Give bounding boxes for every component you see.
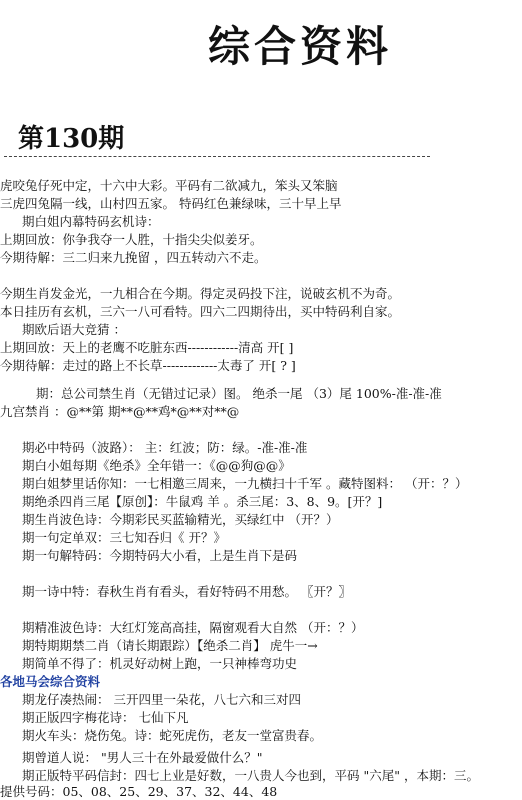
text-line: 提供号码：05、08、25、29、37、32、44、48 xyxy=(0,784,278,799)
text-line: 上期回放：你争我夺一人胜，十指尖尖似姜牙。 xyxy=(0,232,263,247)
text-line: 期简单不得了：机灵好动树上跑，一只神棒弯功史 xyxy=(22,656,298,671)
issue-number: 第130期 xyxy=(18,124,125,154)
text-line: 今期待解：走过的路上不长草-------------太毒了 开[ ? ] xyxy=(0,358,296,373)
text-line: 期正版特平码信封：四七上业是好数，一八贵人今也到，平码 "六尾" ，本期：三。 xyxy=(22,768,479,783)
text-line: 期一句定单双：三七知吞归《 开？》 xyxy=(22,530,226,545)
text-line: 期白小姐每期《绝杀》全年错一：《@@狗@@》 xyxy=(22,458,291,473)
text-line: 期曾道人说： "男人三十在外最爱做什么？" xyxy=(22,750,263,765)
section-heading: 各地马会综合资料 xyxy=(0,674,101,689)
text-line: 上期回放：天上的老鹰不吃脏东西------------清高 开[ ] xyxy=(0,340,294,355)
text-line: 期火车头：烧伤兔。诗：蛇死虎伤，老友一堂富贵春。 xyxy=(22,728,323,743)
text-line: 期绝杀四肖三尾【原创】：牛鼠鸡 羊 。杀三尾：3、8、9。[开？] xyxy=(22,494,383,509)
text-line: 期必中特码（波路）： 主：红波；防：绿。-准-准-准 xyxy=(22,440,308,455)
text-line: 九宫禁肖 ：@**第 期**@**鸡*@**对**@ xyxy=(0,404,240,419)
text-line: 今期待解：三二归来九挽留 ，四五转动六不走。 xyxy=(0,250,267,265)
text-line: 期欧后语大竞猜 ： xyxy=(22,322,126,337)
text-line: 虎咬兔仔死中定，十六中大彩。平码有二欲减九，笨头又笨脑 xyxy=(0,178,338,193)
text-line: 期一句解特码：今期特码大小看，上是生肖下是码 xyxy=(22,548,298,563)
page-title: 综合资料 xyxy=(208,22,393,71)
text-line: 期一诗中特：春秋生肖有看头，看好特码不用愁。 〖开？〗 xyxy=(22,584,351,599)
text-line: 期精准波色诗：大红灯笼高高挂，隔窗观看大自然 （开：？） xyxy=(22,620,364,635)
text-line: 期龙仔凑热闹： 三开四里一朵花，八七六和三对四 xyxy=(22,692,301,707)
text-line: 期白姐内幕特码玄机诗： xyxy=(22,214,160,229)
text-line: 期白姐梦里话你知：一七相邀三周来，一九横扫十千军 。藏特图料： （开：？） xyxy=(22,476,468,491)
text-line: 今期生肖发金光，一九相合在今期。得定灵码投下注，说破玄机不为奇。 xyxy=(0,286,401,301)
text-line: 本日挂历有玄机，三六一八可看特。四六二四期待出，买中特码利自家。 xyxy=(0,304,401,319)
text-line: 期特期期禁二肖（请长期跟踪）【绝杀二肖】 虎牛一→ xyxy=(22,638,318,653)
divider xyxy=(4,156,430,157)
text-line: 三虎四兔隔一线，山村四五家。 特码红色兼绿味，三十早上早 xyxy=(0,196,342,211)
text-line: 期生肖波色诗：今期彩民买蓝输精光，买绿红中 （开？） xyxy=(22,512,339,527)
text-line: 期正版四字梅花诗： 七仙下凡 xyxy=(22,710,189,725)
text-line: 期：总公司禁生肖（无错过记录）图。 绝杀一尾 （3）尾 100%-准-准-准 xyxy=(36,386,442,401)
